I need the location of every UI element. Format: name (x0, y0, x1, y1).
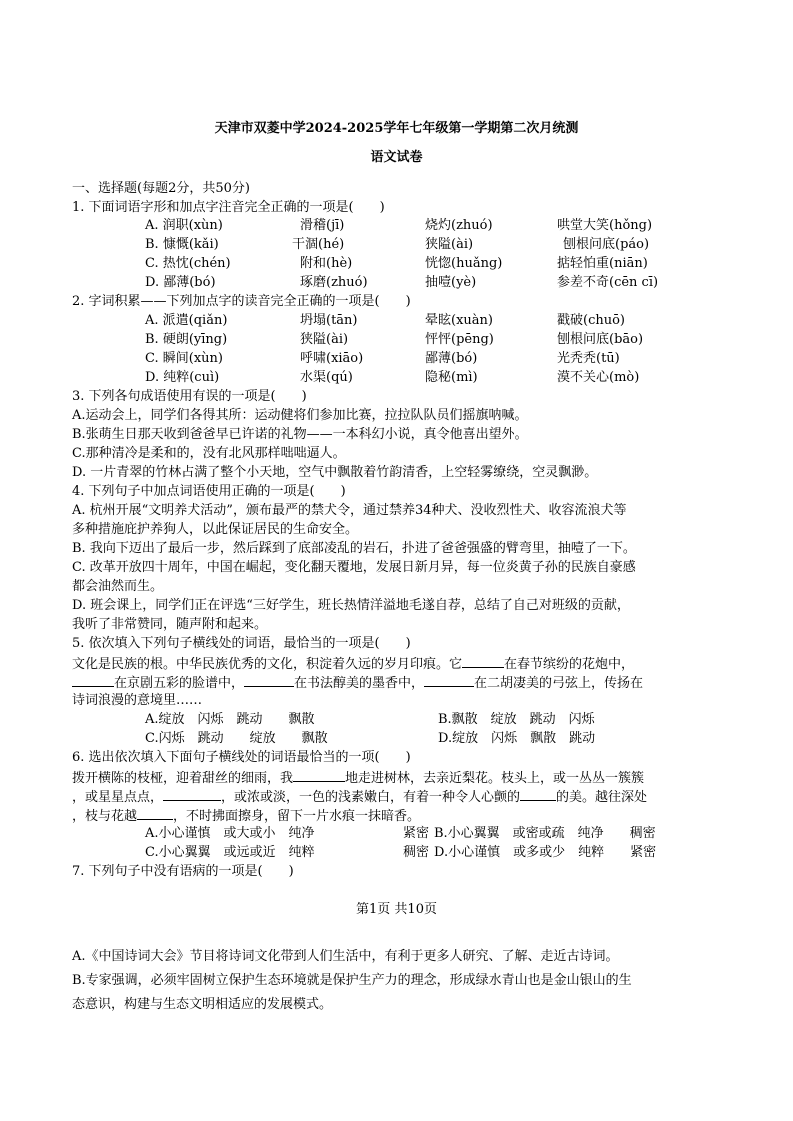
fill-blank (244, 673, 294, 687)
fill-blank (424, 673, 474, 687)
q2-a-2: 坍塌(tān) (300, 313, 358, 328)
q6-text: 地走进树林，去亲近梨花。枝头上，或一丛丛一簇簇 (345, 771, 645, 786)
q1-stem: 1. 下面词语字形和加点字注音完全正确的一项是( ) (72, 200, 385, 215)
q1-a-4: 哄堂大笑(hǒng) (557, 218, 653, 233)
q3-option-b: B.张萌生日那天收到爸爸早已许诺的礼物——一本科幻小说，真令他喜出望外。 (72, 427, 528, 442)
q1-b-3: 狭隘(ài) (425, 237, 474, 252)
q2-c-2: 呼啸(xiāo) (300, 351, 364, 366)
fill-blank (520, 787, 556, 801)
q4-line-6: D. 班会课上，同学们正在评选“三好学生，班长热情洋溢地毛遂自荐，总结了自己对班级的贡献， (72, 598, 630, 613)
q6-option-a: A.小心谨慎 或大或小 纯净 (145, 826, 315, 841)
q4-line-7: 我听了非常赞同，随声附和起来。 (72, 617, 268, 632)
q5-option-a: A.绽放 闪烁 跳动 飘散 (145, 712, 315, 727)
q1-b-4: 刨根问底(páo) (563, 237, 650, 252)
q4-line-2: 多种措施庇护养狗人，以此保证居民的生命安全。 (72, 522, 359, 537)
q1-d-2: 琢磨(zhuó) (300, 275, 368, 290)
q6-option-c-last: 稠密 (403, 845, 430, 860)
q4-line-3: B. 我向下迈出了最后一步，然后踩到了底部凌乱的岩石，扑进了爸爸强盛的臂弯里，抽噎了一下。 (72, 541, 636, 556)
q6-passage-line-3 (72, 806, 420, 825)
fill-blank (72, 673, 114, 687)
q7-option-b-line-1: B.专家强调，必须牢固树立保护生态环境就是保护生产力的理念，形成绿水青山也是金山银山的生 (72, 973, 632, 988)
exam-title: 天津市双菱中学2024-2025学年七年级第一学期第二次月统测 (214, 121, 579, 136)
q5-text: 文化是民族的根。中华民族优秀的文化，积淀着久远的岁月印痕。它 (72, 657, 463, 672)
q3-option-c: C.那种清冷是柔和的，没有北风那样咄咄逼人。 (72, 446, 346, 461)
q2-c-3: 鄙薄(bó) (425, 351, 478, 366)
q4-line-1: A. 杭州开展“文明养犬活动”，颁布最严的禁犬令，通过禁养34种犬、没收烈性犬、收容流浪犬等 (72, 503, 627, 518)
q1-b-2: 干涸(hé) (292, 237, 345, 252)
q1-a-3: 烧灼(zhuó) (425, 218, 493, 233)
q2-a-3: 晕眩(xuàn) (425, 313, 493, 328)
q6-option-d: D.小心谨慎 或多或少 纯粹 紧密 (434, 845, 657, 860)
q5-passage-line-1 (72, 654, 634, 673)
q7-stem: 7. 下列句子中没有语病的一项是( ) (72, 864, 294, 879)
q2-c-1: C. 瞬间(xùn) (145, 351, 223, 366)
q2-d-2: 水渠(qú) (300, 370, 353, 385)
q6-stem: 6. 选出依次填入下面句子横线处的词语最恰当的一项( ) (72, 750, 411, 765)
q2-a-1: A. 派遣(qiǎn) (145, 313, 228, 328)
q2-stem: 2. 字词积累——下列加点字的读音完全正确的一项是( ) (72, 294, 411, 309)
q7-option-b-line-2: 态意识，构建与生态文明相适应的发展模式。 (72, 997, 333, 1012)
q2-d-3: 隐秘(mì) (425, 370, 478, 385)
q6-option-a-last: 紧密 (403, 826, 430, 841)
q1-c-1: C. 热忱(chén) (145, 256, 231, 271)
q6-text: 的美。越往深处 (556, 790, 648, 805)
q4-line-5: 都会油然而生。 (72, 579, 164, 594)
q1-c-2: 附和(hè) (300, 256, 353, 271)
q3-stem: 3. 下列各句成语使用有误的一项是( ) (72, 389, 307, 404)
q5-option-d: D.绽放 闪烁 飘散 跳动 (438, 731, 596, 746)
q5-option-b: B.飘散 绽放 跳动 闪烁 (438, 712, 595, 727)
q6-text: ，枝与花越 (72, 809, 138, 824)
q1-a-2: 滑稽(jī) (300, 218, 345, 233)
q5-text: 在京剧五彩的脸谱中， (114, 676, 245, 691)
exam-subtitle: 语文试卷 (370, 150, 423, 165)
fill-blank (462, 654, 504, 668)
fill-blank (293, 768, 345, 782)
q2-b-1: B. 硬朗(yīng) (145, 332, 228, 347)
q5-passage-line-3: 诗词浪漫的意境里…… (72, 693, 203, 708)
q1-d-1: D. 鄙薄(bó) (145, 275, 216, 290)
fill-blank (163, 787, 221, 801)
q1-c-3: 恍惚(huǎng) (425, 256, 503, 271)
fill-blank (137, 806, 173, 820)
q2-b-3: 怦怦(pēng) (425, 332, 494, 347)
page-footer: 第1页 共10页 (356, 902, 437, 917)
q1-b-1: B. 慷慨(kǎi) (145, 237, 219, 252)
q2-d-1: D. 纯粹(cuì) (145, 370, 220, 385)
q5-stem: 5. 依次填入下列句子横线处的词语，最恰当的一项是( ) (72, 636, 411, 651)
q1-d-4: 参差不奇(cēn cī) (557, 275, 659, 290)
q6-text: ，或星星点点， (72, 790, 164, 805)
q5-text: 在春节缤纷的花炮中， (504, 657, 635, 672)
q2-b-4: 刨根问底(bāo) (557, 332, 644, 347)
q2-a-4: 戳破(chuō) (557, 313, 625, 328)
q5-passage-line-2 (72, 673, 643, 692)
q2-b-2: 狭隘(ài) (300, 332, 349, 347)
q6-option-c: C.小心翼翼 或远或近 纯粹 (145, 845, 315, 860)
q1-d-3: 抽噎(yè) (425, 275, 477, 290)
q6-text: 拨开横陈的枝桠，迎着甜丝的细雨，我 (72, 771, 294, 786)
q6-text: ，或浓或淡，一色的浅素嫩白，有着一种令人心颤的 (221, 790, 521, 805)
q1-a-1: A. 润职(xùn) (145, 218, 223, 233)
q6-option-b: B.小心翼翼 或密或疏 纯净 稠密 (434, 826, 656, 841)
q3-option-d: D. 一片青翠的竹林占满了整个小天地，空气中飘散着竹韵清香，上空轻雾缭绕，空灵飘渺。 (72, 465, 598, 480)
section-heading: 一、选择题(每题2分，共50分) (72, 181, 250, 196)
q2-c-4: 光秃秃(tū) (557, 351, 620, 366)
q5-text: 在二胡凄美的弓弦上，传扬在 (474, 676, 644, 691)
q2-d-4: 漠不关心(mò) (557, 370, 640, 385)
q6-passage-line-1 (72, 768, 644, 787)
q5-text: 在书法醇美的墨香中， (294, 676, 425, 691)
q1-c-4: 掂轻怕重(niān) (557, 256, 648, 271)
q4-stem: 4. 下列句子中加点词语使用正确的一项是( ) (72, 484, 346, 499)
q4-line-4: C. 改革开放四十周年，中国在崛起，变化翻天覆地，发展日新月异，每一位炎黄子孙的民族自豪感 (72, 560, 636, 575)
q6-text: ，不时拂面擦身，留下一片水痕一抹暗香。 (173, 809, 421, 824)
q7-option-a: A.《中国诗词大会》节目将诗词文化带到人们生活中，有利于更多人研究、了解、走近古诗词。 (72, 949, 619, 964)
q6-passage-line-2 (72, 787, 647, 806)
q3-option-a: A.运动会上，同学们各得其所：运动健将们参加比赛，拉拉队队员们摇旗呐喊。 (72, 408, 528, 423)
q5-option-c: C.闪烁 跳动 绽放 飘散 (145, 731, 328, 746)
